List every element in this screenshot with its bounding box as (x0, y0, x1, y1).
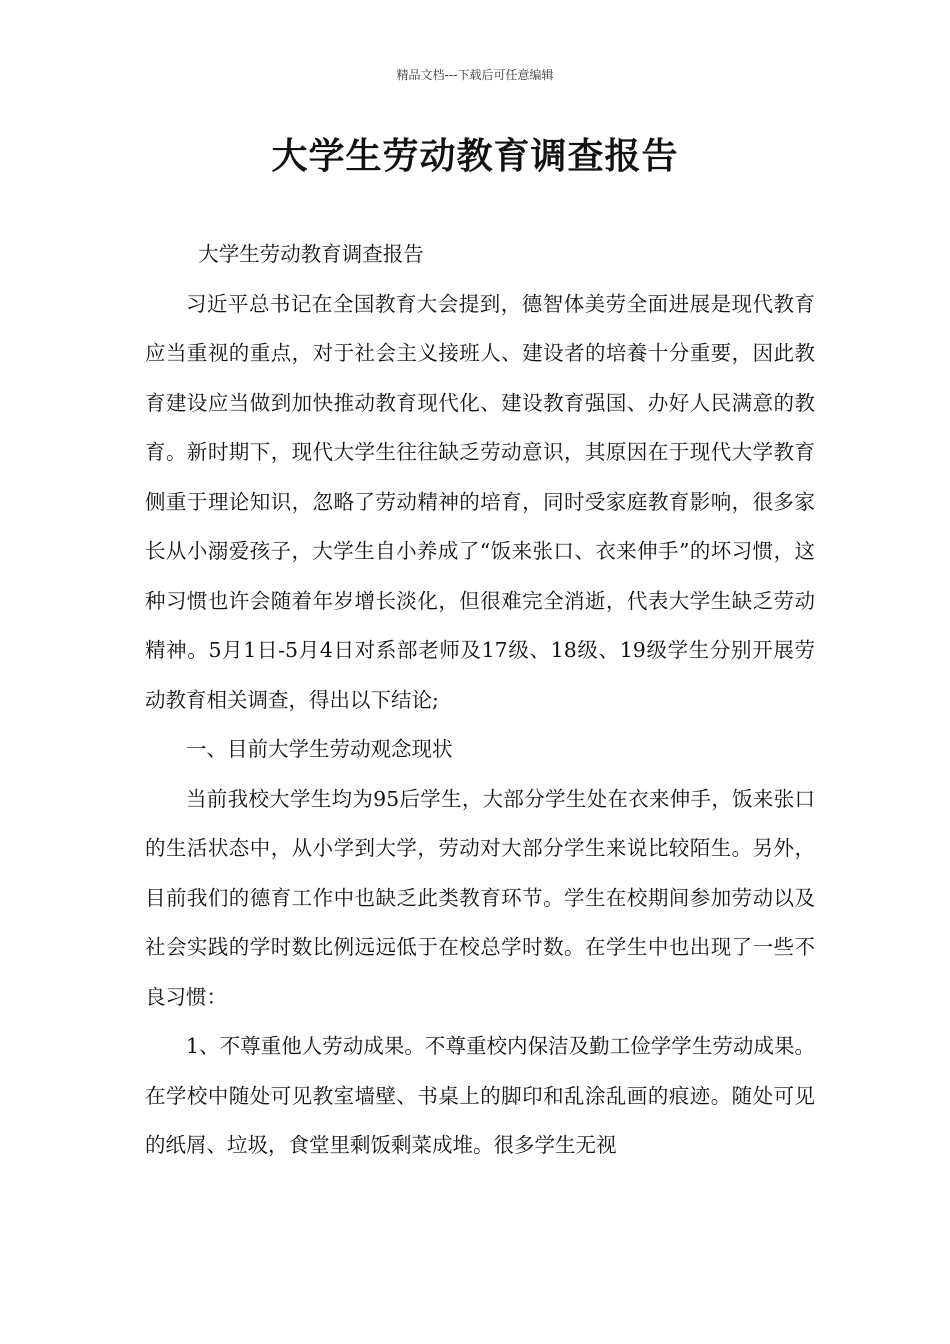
document-body (145, 230, 815, 1171)
header-note: 精品文档---下载后可任意编辑 (396, 68, 554, 82)
paragraph-status: 当前我校大学生均为95后学生，大部分学生处在衣来伸手，饭来张口的生活状态中，从小学到大学，劳动对大部分学生来说比较陌生。另外，目前我们的德育工作中也缺乏此类教育环节。学生在校期间参加劳动以及社会实践的学时数比例远远低于在校总学时数。在学生中也出现了一些不良习惯： (145, 786, 815, 1009)
section-heading: 一、目前大学生劳动观念现状 (186, 737, 453, 761)
document-title: 大学生劳动教育调查报告 (271, 136, 679, 177)
paragraph-intro: 习近平总书记在全国教育大会提到，德智体美劳全面进展是现代教育应当重视的重点，对于社会主义接班人、建设者的培養十分重要，因此教育建设应当做到加快推动教育现代化、建设教育强国、办好人民满意的教育。新时期下，现代大学生往往缺乏劳动意识，其原因在于现代大学教育侧重于理论知识，忽略了劳动精神的培育，同时受家庭教育影响，很多家长从小溺爱孩子，大学生自小养成了“饭来张口、衣来伸手”的坏习惯，这种习惯也许会随着年岁增长淡化，但很难完全消逝，代表大学生缺乏劳动精神。5月1日-5月4日对系部老师及17级、18级、19级学生分别开展劳动教育相关调查，得出以下结论; (145, 291, 815, 712)
document-subtitle: 大学生劳动教育调查报告 (198, 242, 424, 266)
paragraph-point-1: 1、不尊重他人劳动成果。不尊重校内保洁及勤工俭学学生劳动成果。在学校中随处可见教室墙壁、书桌上的脚印和乱涂乱画的痕迹。随处可见的纸屑、垃圾，食堂里剩饭剩菜成堆。很多学生无视 (145, 1034, 815, 1157)
